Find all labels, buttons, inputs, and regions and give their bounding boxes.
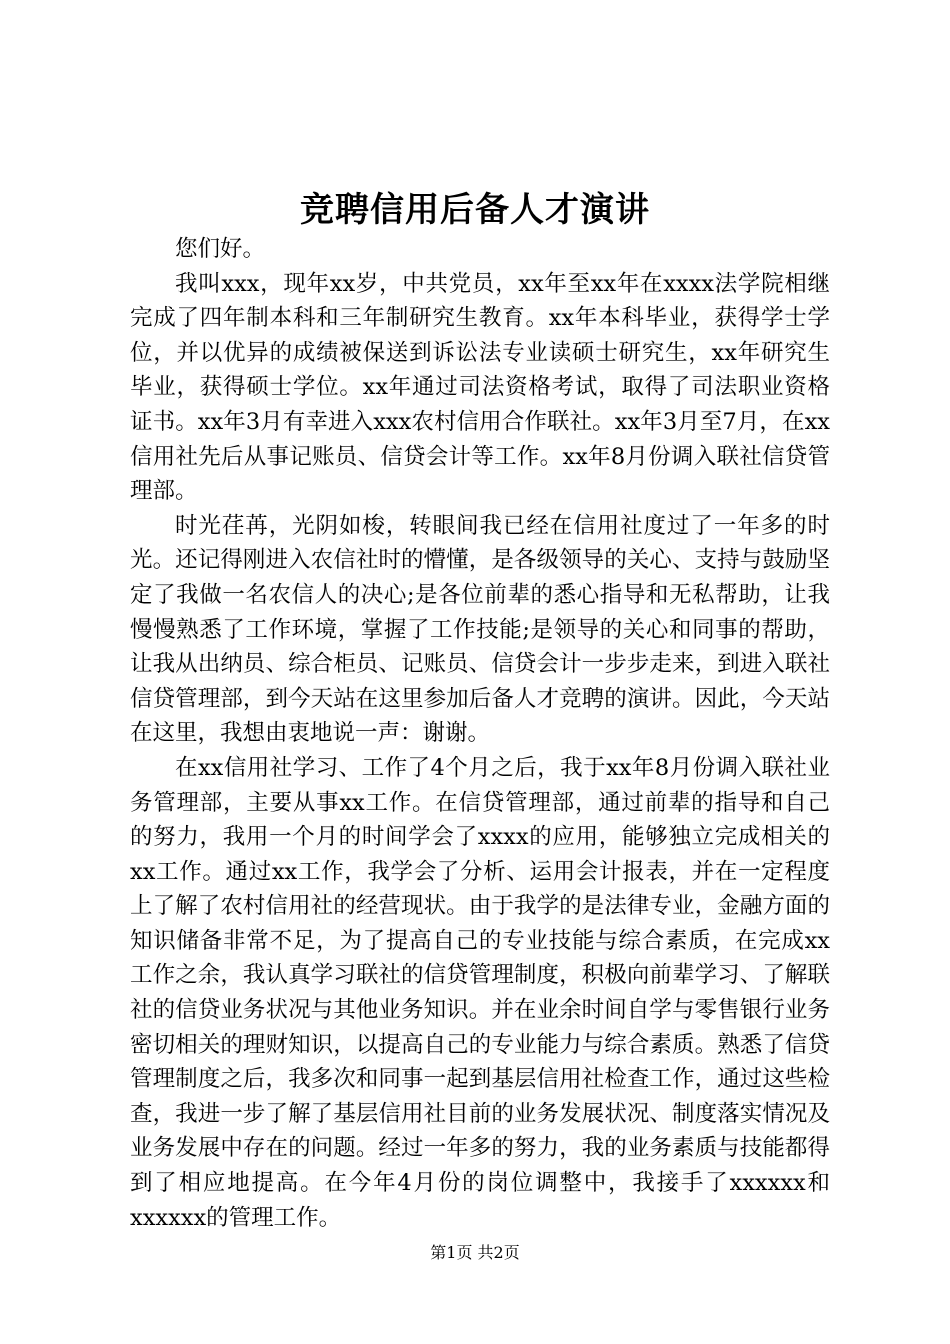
- paragraph-introduction: 我叫xxx，现年xx岁，中共党员，xx年至xx年在xxxx法学院相继完成了四年制本科和三年制研究生教育。xx年本科毕业，获得学士学位，并以优异的成绩被保送到诉讼法专业读硕士研究生，xx年研究生毕业，获得硕士学位。xx年通过司法资格考试，取得了司法职业资格证书。xx年3月有幸进入xxx农村信用合作联社。xx年3月至7月，在xx信用社先后从事记账员、信贷会计等工作。xx年8月份调入联社信贷管理部。: [130, 270, 830, 505]
- document-body: [130, 232, 830, 1235]
- paragraph-work-experience: 在xx信用社学习、工作了4个月之后，我于xx年8月份调入联社业务管理部，主要从事xx工作。在信贷管理部，通过前辈的指导和自己的努力，我用一个月的时间学会了xxxx的应用，能够独立完成相关的xx工作。通过xx工作，我学会了分析、运用会计报表，并在一定程度上了解了农村信用社的经营现状。由于我学的是法律专业，金融方面的知识储备非常不足，为了提高自己的专业技能与综合素质，在完成xx工作之余，我认真学习联社的信贷管理制度，积极向前辈学习、了解联社的信贷业务状况与其他业务知识。并在业余时间自学与零售银行业务密切相关的理财知识，以提高自己的专业能力与综合素质。熟悉了信贷管理制度之后，我多次和同事一起到基层信用社检查工作，通过这些检查，我进一步了解了基层信用社目前的业务发展状况、制度落实情况及业务发展中存在的问题。经过一年多的努力，我的业务素质与技能都得到了相应地提高。在今年4月份的岗位调整中，我接手了xxxxxx和xxxxxx的管理工作。: [130, 754, 830, 1231]
- paragraph-gratitude: 时光荏苒，光阴如梭，转眼间我已经在信用社度过了一年多的时光。还记得刚进入农信社时的懵懂，是各级领导的关心、支持与鼓励坚定了我做一名农信人的决心;是各位前辈的悉心指导和无私帮助，让我慢慢熟悉了工作环境，掌握了工作技能;是领导的关心和同事的帮助，让我从出纳员、综合柜员、记账员、信贷会计一步步走来，到进入联社信贷管理部，到今天站在这里参加后备人才竞聘的演讲。因此，今天站在这里，我想由衷地说一声：谢谢。: [130, 512, 830, 747]
- page-footer: 第1页 共2页: [430, 1243, 520, 1262]
- document-title: 竞聘信用后备人才演讲: [300, 190, 650, 230]
- paragraph-greeting: 您们好。: [175, 236, 266, 262]
